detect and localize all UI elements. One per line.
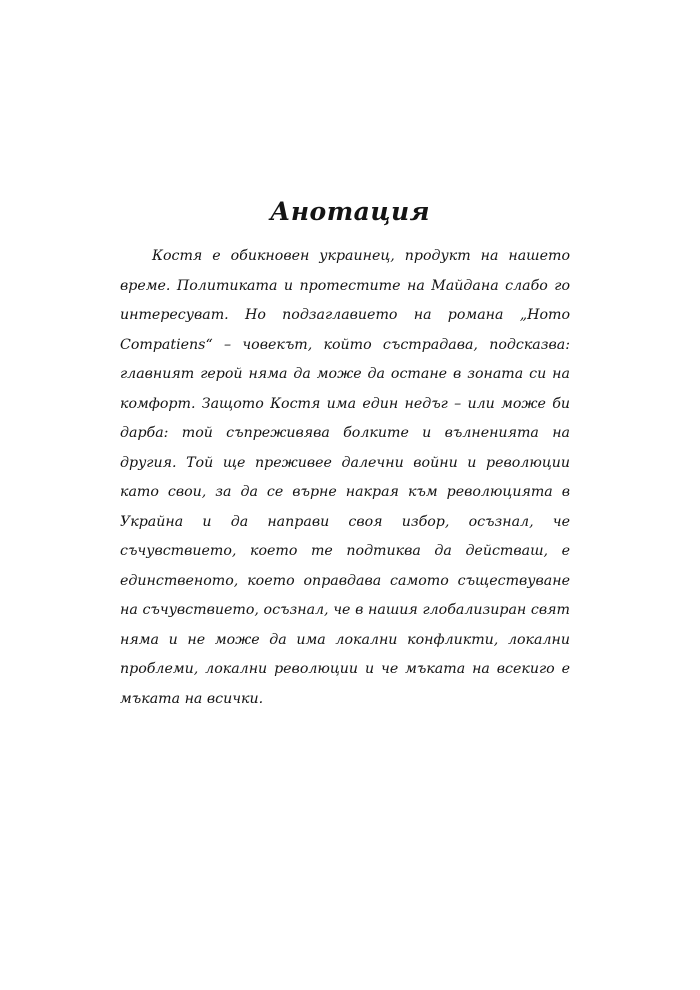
page-title: Анотация	[269, 197, 431, 226]
annotation-paragraph: Костя е обикновен украинец, продукт на нашето време. Политиката и протестите на Майдана слабо го интересуват. Но подзаглавието на романа „Homo Compatiens“ – човекът, който състрадава, подсказва: главният герой няма да може да остане в зоната си на комфорт. Защото Костя има един недъг – или може би дарба: той съпреживява болките и вълненията на другия. Той ще преживее далечни войни и революции като свои, за да се върне накрая към революцията в Украйна и да направи своя избор, осъзнал, че съчувствието, което те подтиква да действаш, е единственото, което оправдава самото съществуване на съчувствието, осъзнал, че в нашия глобализиран свят няма и не може да има локални конфликти, локални проблеми, локални революции и че мъката на всекиго е мъката на всички.	[120, 248, 570, 707]
